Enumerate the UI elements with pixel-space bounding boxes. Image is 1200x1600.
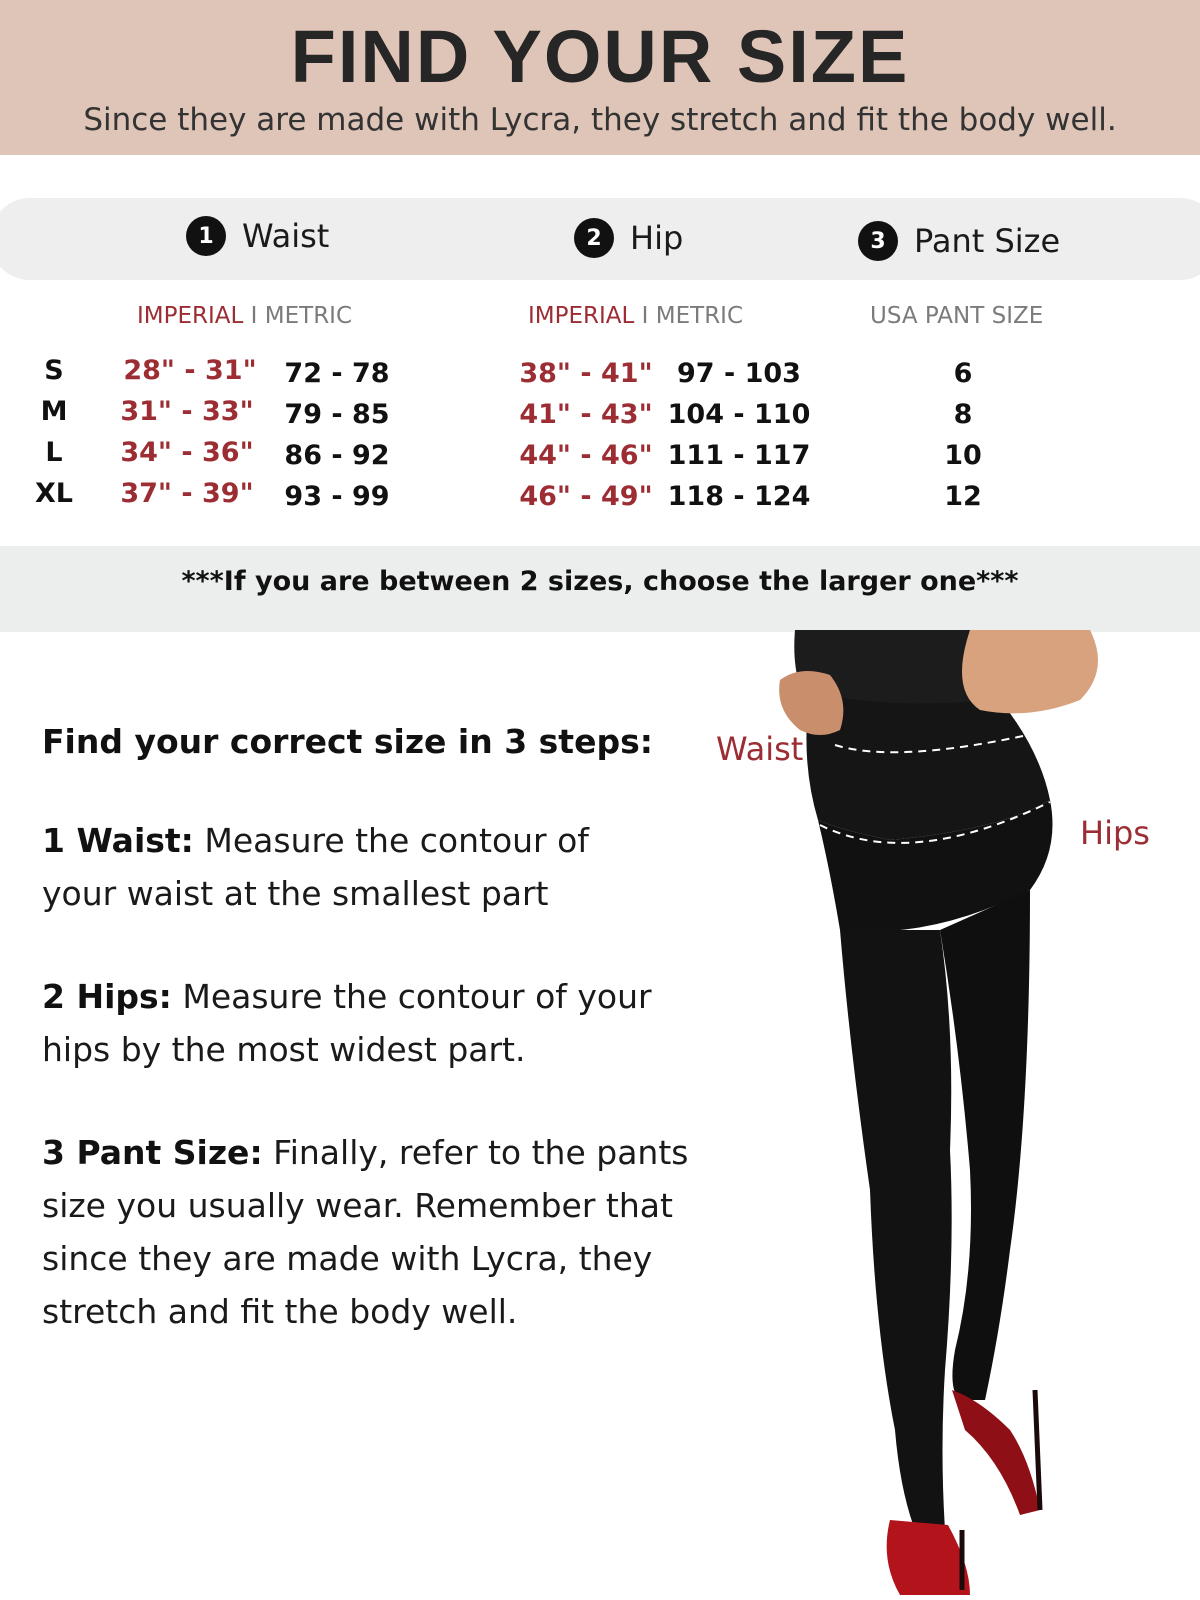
waist-unit-header (137, 303, 352, 329)
waist-metric-value: 86 - 92 (284, 440, 390, 471)
column-label-waist: Waist (242, 217, 330, 255)
steps-title: Find your correct size in 3 steps: (42, 722, 653, 761)
step-lead: 1 Waist: (42, 821, 194, 860)
pant-size-value: 10 (944, 440, 982, 471)
leggings-figure (700, 630, 1200, 1600)
waist-measure-label: Waist (716, 730, 804, 768)
waist-imperial-value: 34" - 36" (120, 437, 254, 468)
page-title: FIND YOUR SIZE (290, 15, 910, 98)
hip-imperial-value: 44" - 46" (519, 440, 653, 471)
leggings-illustration (700, 630, 1200, 1600)
waist-metric-value: 72 - 78 (284, 358, 390, 389)
metric-label: METRIC (655, 303, 744, 329)
pant-size-value: 12 (944, 481, 982, 512)
step-pant-size (42, 1126, 702, 1338)
size-label: M (40, 396, 68, 427)
pant-size-value: 8 (953, 399, 973, 430)
waist-metric-value: 79 - 85 (284, 399, 390, 430)
number-badge: 2 (574, 218, 614, 258)
step-lead: 2 Hips: (42, 977, 172, 1016)
step-text: Measure the contour of your hips by the most widest part. (42, 977, 652, 1069)
waist-imperial-value: 28" - 31" (123, 355, 257, 386)
number-badge: 3 (858, 221, 898, 261)
hip-metric-value: 118 - 124 (667, 481, 811, 512)
waist-imperial-value: 37" - 39" (120, 478, 254, 509)
page-subtitle: Since they are made with Lycra, they stretch and fit the body well. (83, 102, 1117, 138)
unit-separator: I (641, 303, 649, 329)
column-label-hip: Hip (630, 219, 684, 257)
column-head-pant-size (858, 221, 1060, 261)
hip-unit-header (528, 303, 743, 329)
waist-metric-value: 93 - 99 (284, 481, 390, 512)
size-label: L (45, 437, 63, 468)
number-badge: 1 (186, 216, 226, 256)
step-hips (42, 970, 682, 1076)
metric-label: METRIC (264, 303, 353, 329)
step-text: Measure the contour of your waist at the smallest part (42, 821, 589, 913)
waist-imperial-value: 31" - 33" (120, 396, 254, 427)
step-waist (42, 814, 622, 920)
column-head-waist (186, 216, 329, 256)
hips-measure-label: Hips (1080, 814, 1150, 852)
hip-metric-value: 97 - 103 (677, 358, 801, 389)
imperial-label: IMPERIAL (137, 303, 244, 329)
column-label-pant-size: Pant Size (914, 222, 1061, 260)
hip-metric-value: 111 - 117 (667, 440, 811, 471)
column-head-hip (574, 218, 683, 258)
size-note: ***If you are between 2 sizes, choose the larger one*** (181, 566, 1019, 597)
imperial-label: IMPERIAL (528, 303, 635, 329)
size-label: XL (34, 478, 74, 509)
measurement-steps (42, 720, 722, 1338)
pant-size-value: 6 (953, 358, 973, 389)
hip-metric-value: 104 - 110 (667, 399, 811, 430)
usa-pant-size-header: USA PANT SIZE (870, 303, 1044, 329)
hip-imperial-value: 38" - 41" (519, 358, 653, 389)
step-lead: 3 Pant Size: (42, 1133, 263, 1172)
hip-imperial-value: 41" - 43" (519, 399, 653, 430)
size-label: S (44, 355, 64, 386)
unit-separator: I (250, 303, 258, 329)
hip-imperial-value: 46" - 49" (519, 481, 653, 512)
step-text: Finally, refer to the pants size you usually wear. Remember that since they are made with Lycra, they stretch and fit the body well. (42, 1133, 689, 1331)
